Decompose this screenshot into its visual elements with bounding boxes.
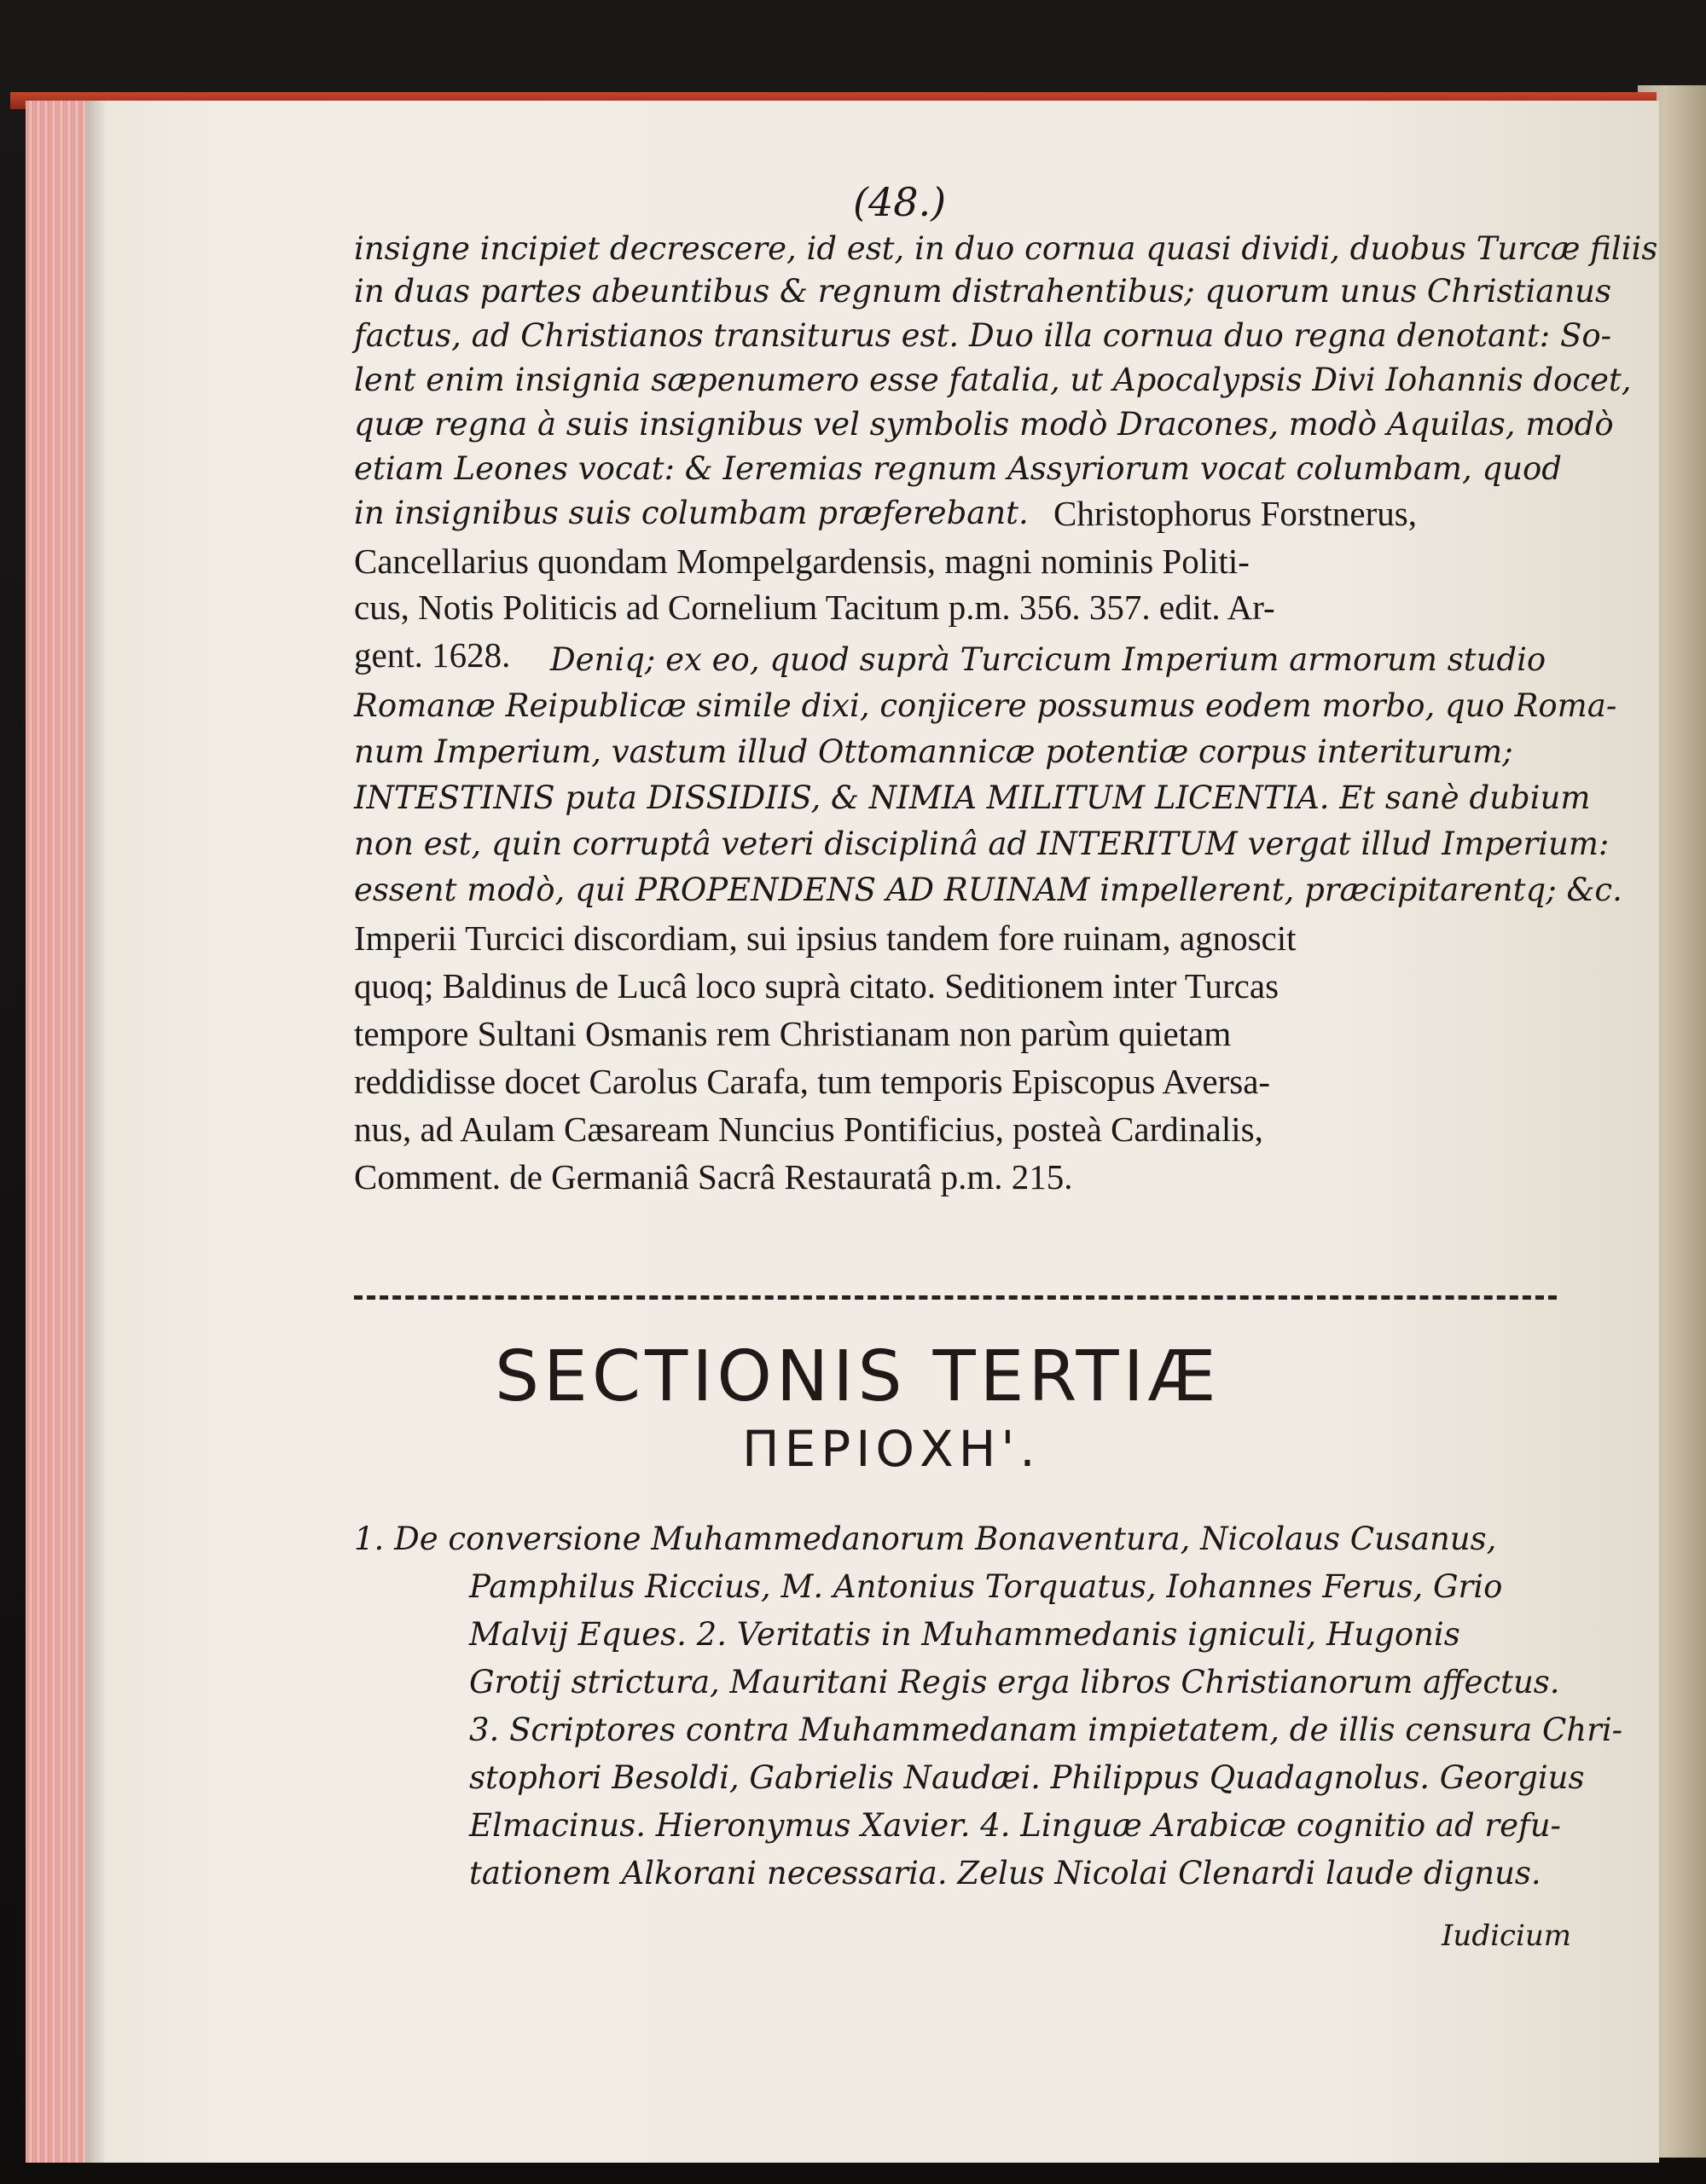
- toc-line: stophori Besoldi, Gabrielis Naudæi. Philippus Quadagnolus. Georgius: [469, 1759, 1585, 1796]
- toc-line: 1. De conversione Muhammedanorum Bonaventura, Nicolaus Cusanus,: [354, 1521, 1497, 1557]
- body-line: quæ regna à suis insignibus vel symbolis modò Dracones, modò Aquilas, modò: [354, 406, 1614, 443]
- toc-line: Elmacinus. Hieronymus Xavier. 4. Linguæ Arabicæ cognitio ad refu-: [469, 1807, 1562, 1844]
- body-line: gent. 1628.: [354, 635, 511, 675]
- body-line: num Imperium, vastum illud Ottomannicæ potentiæ corpus interiturum;: [354, 733, 1513, 770]
- body-line: Romanæ Reipublicæ simile dixi, conjicere possumus eodem morbo, quo Roma-: [354, 687, 1617, 724]
- toc-line: Malvij Eques. 2. Veritatis in Muhammedanis igniculi, Hugonis: [469, 1616, 1460, 1653]
- toc-line: Pamphilus Riccius, M. Antonius Torquatus, Iohannes Ferus, Grio: [469, 1568, 1503, 1605]
- page-number: (48.): [853, 179, 947, 225]
- body-line: cus, Notis Politicis ad Cornelium Tacitum p.m. 356. 357. edit. Ar-: [354, 588, 1275, 627]
- body-line: Cancellarius quondam Mompelgardensis, magni nominis Politi-: [354, 542, 1250, 581]
- body-line: lent enim insignia sæpenumero esse fatalia, ut Apocalypsis Divi Iohannis docet,: [354, 362, 1632, 398]
- body-line: non est, quin corruptâ veteri disciplinâ ad INTERITUM vergat illud Imperium:: [354, 826, 1610, 862]
- toc-line: 3. Scriptores contra Muhammedanam impietatem, de illis censura Chri-: [469, 1712, 1623, 1748]
- catchword: Iudicium: [1442, 1919, 1572, 1953]
- body-line: Comment. de Germaniâ Sacrâ Restauratâ p.m. 215.: [354, 1157, 1073, 1196]
- toc-line: Grotij strictura, Mauritani Regis erga libros Christianorum affectus.: [469, 1664, 1560, 1700]
- gutter-shadow: [85, 101, 107, 2163]
- body-line: insigne incipiet decrescere, id est, in duo cornua quasi dividi, duobus Turcæ filiis: [354, 230, 1658, 267]
- section-divider: [354, 1295, 1557, 1300]
- book-gutter-edge: [26, 101, 85, 2163]
- body-line: tempore Sultani Osmanis rem Christianam non parùm quietam: [354, 1014, 1232, 1053]
- body-line: nus, ad Aulam Cæsaream Nuncius Pontificius, posteà Cardinalis,: [354, 1109, 1263, 1149]
- body-line: essent modò, qui PROPENDENS AD RUINAM impellerent, præcipitarentq; &c.: [354, 872, 1622, 908]
- body-line: INTESTINIS puta DISSIDIIS, & NIMIA MILITUM LICENTIA. Et sanè dubium: [354, 779, 1591, 816]
- body-line: in duas partes abeuntibus & regnum distrahentibus; quorum unus Christianus: [354, 273, 1611, 310]
- body-line: Imperii Turcici discordiam, sui ipsius tandem fore ruinam, agnoscit: [354, 918, 1297, 958]
- body-line: Christophorus Forstnerus,: [1053, 494, 1417, 533]
- body-line: quoq; Baldinus de Lucâ loco suprà citato. Seditionem inter Turcas: [354, 966, 1280, 1005]
- body-line: etiam Leones vocat: & Ieremias regnum Assyriorum vocat columbam, quod: [354, 450, 1562, 487]
- body-line: Deniq; ex eo, quod suprà Turcicum Imperium armorum studio: [550, 641, 1546, 678]
- toc-line: tationem Alkorani necessaria. Zelus Nicolai Clenardi laude dignus.: [469, 1855, 1541, 1891]
- section-subtitle: ΠΕΡΙΟΧΗ'.: [742, 1420, 1041, 1478]
- body-line: in insignibus suis columbam præferebant.: [354, 495, 1029, 531]
- body-line: factus, ad Christianos transiturus est. Duo illa cornua duo regna denotant: So-: [354, 317, 1612, 354]
- body-line: reddidisse docet Carolus Carafa, tum temporis Episcopus Aversa-: [354, 1062, 1271, 1101]
- section-title: SECTIONIS TERTIÆ: [495, 1336, 1221, 1417]
